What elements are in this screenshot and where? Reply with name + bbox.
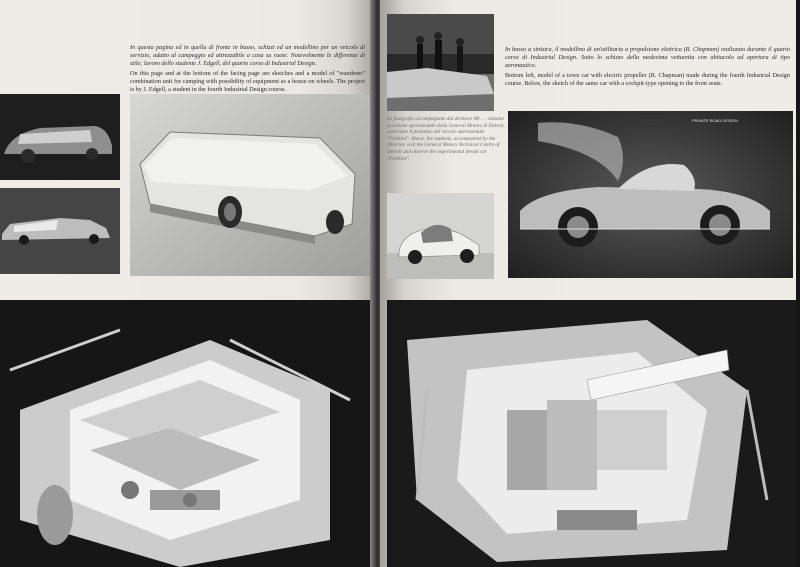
limousine-sketch-photo [0, 188, 120, 274]
station-wagon-photo [0, 94, 120, 180]
left-caption-english: On this page and at the bottom of the facing page are sketches and a model of "wanderer" combination unit for camping with possibility of equipment as a house on wheels. The project is by J. Edgell, a student in the fourth Industrial Design course. [130, 70, 365, 93]
right-caption-italian: In basso a sinistra, il modellino di un'utilitaria a propulsione elettrica (R. Chapman) realizzato durante il quarto corso di Industrial Design. Sotto lo schizzo della medesima vetturetta con abitacolo ad apertura di tipo aeronautico. [505, 46, 790, 69]
sketch-label: PRIVATE ROAD DESIGN [692, 118, 738, 123]
camper-model-photo [130, 94, 372, 276]
right-caption-english: Bottom left, model of a town car with electric propeller (R. Chapman) made during the fourth Industrial Design course. Below, the sketch of the same car with a cockpit-type opening to the front seats. [505, 72, 790, 87]
students-visit-photo [387, 14, 494, 111]
cockpit-car-sketch [508, 111, 793, 278]
camper-interior-sketch [0, 300, 372, 567]
right-page [380, 0, 796, 567]
electric-car-model-photo [387, 193, 494, 279]
left-caption-italian: In questa pagina ed in quella di fronte in basso, schizzi ed un modellino per un veicolo di servizio, adatto al campeggio ed attrezzabile a casa su ruote. Notevolmente le differenze di stile; lavoro dello studente J. Edgell, del quarto corso di Industrial Design. [130, 44, 365, 67]
left-page [0, 0, 373, 567]
trunk-interior-sketch [387, 300, 796, 567]
photo-caption-faint: Le fotografie accompagnate dal direttore Mr. ... visitano la sezione sperimentale della General Motors di Detroit, osservano il prototipo del veicolo sperimentale "Firebird". Above, the students, accompanied by the Director, visit the General Motors Technical Centre of Detroit and observe the experimental dream car "Firebird". [387, 116, 505, 162]
